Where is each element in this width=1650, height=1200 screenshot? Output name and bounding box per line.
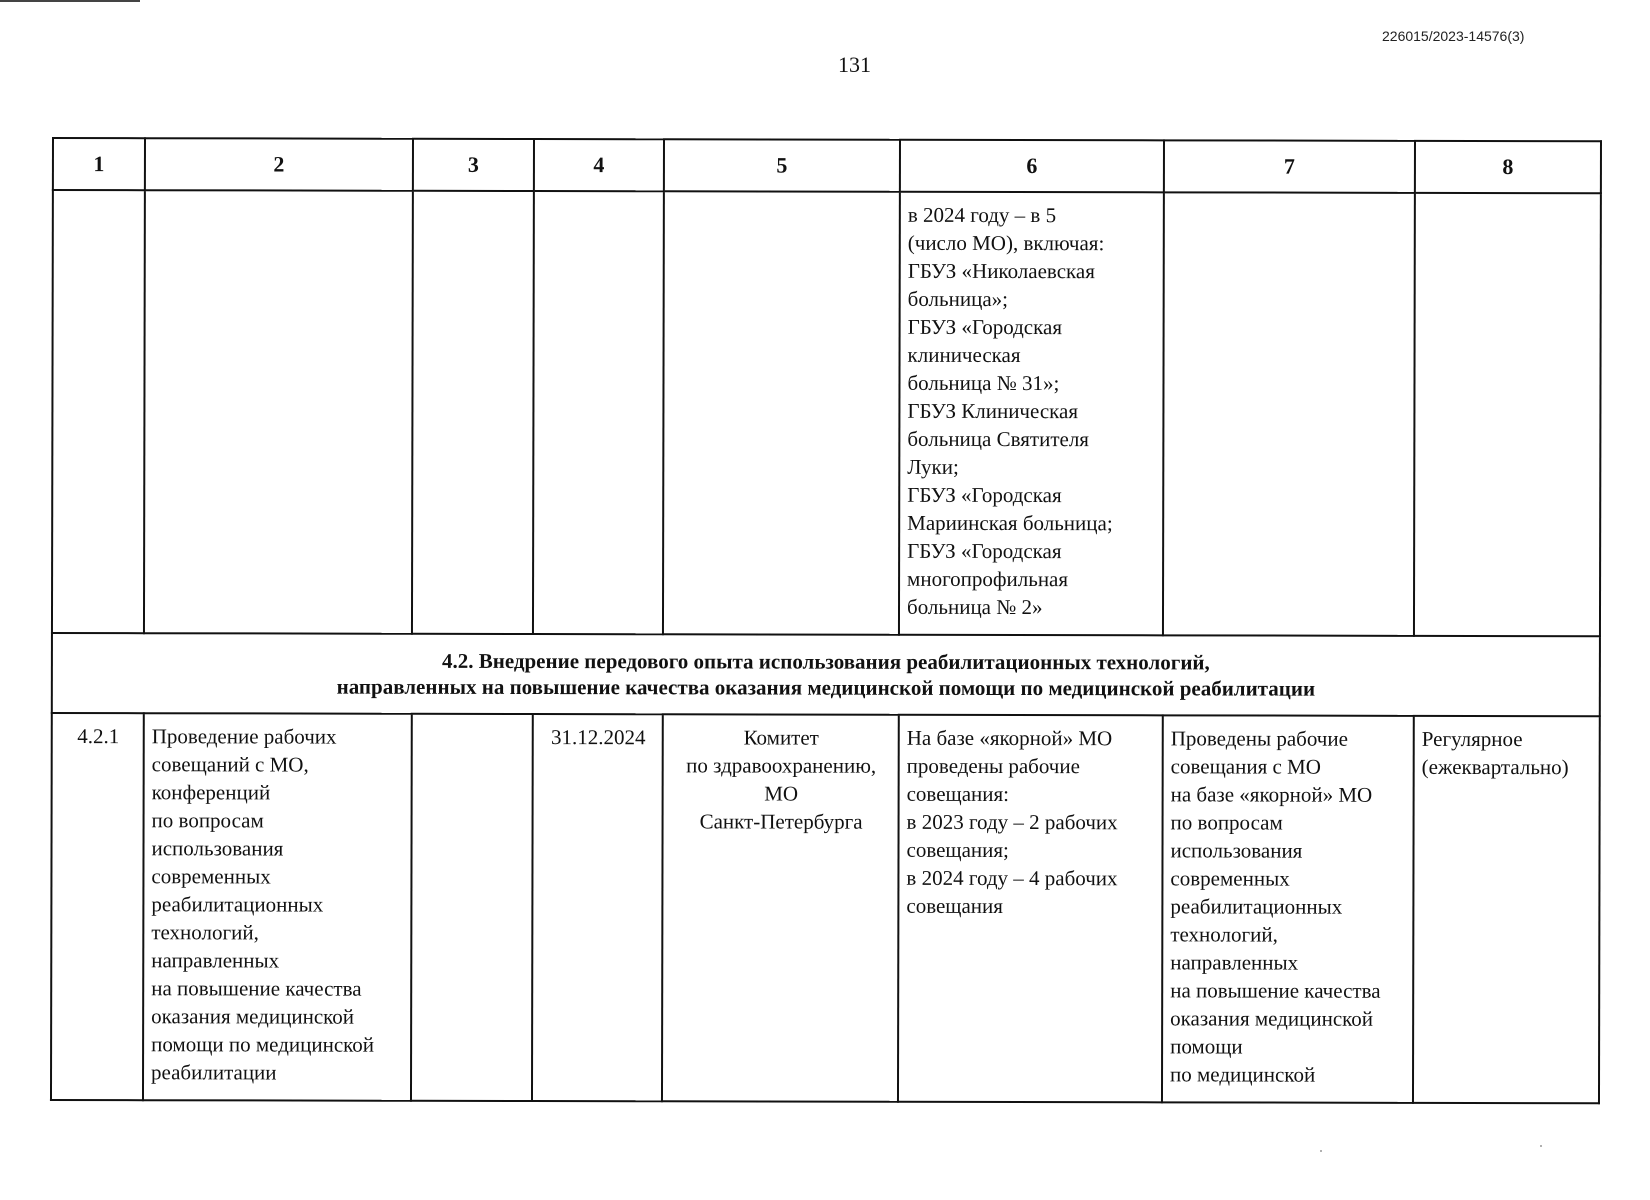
continued-indicator-text: в 2024 году – в 5 (число МО), включая: ГБУЗ «Николаевская больница»; ГБУЗ «Городская клиническая больница № 31»; ГБУЗ Клиническая больница Святителя Луки; ГБУЗ «Городская Мариинская больница; ГБУЗ «Городская многопрофильная больница № 2» xyxy=(906,202,1113,620)
table-header-row xyxy=(53,138,1601,193)
page-number: 131 xyxy=(838,52,871,77)
continuation-row xyxy=(52,190,1601,636)
page-top-line xyxy=(0,0,140,2)
scan-speck xyxy=(1320,1150,1322,1152)
column-header: 8 xyxy=(1415,141,1601,193)
table-row xyxy=(51,713,1600,1103)
plan-table xyxy=(50,137,1602,1104)
table-cell xyxy=(1162,715,1414,1103)
table-cell xyxy=(898,715,1163,1103)
column-header: 5 xyxy=(664,139,900,191)
table-cell xyxy=(533,191,664,634)
table-cell xyxy=(1413,716,1600,1103)
scan-speck xyxy=(1540,1145,1542,1147)
column-3-value xyxy=(413,715,532,727)
section-heading xyxy=(52,633,1600,716)
table-cell xyxy=(532,714,663,1101)
table-cell xyxy=(51,713,144,1100)
table-cell xyxy=(1163,192,1415,636)
deadline-date: 31.12.2024 xyxy=(550,725,646,750)
table-cell xyxy=(662,714,899,1101)
column-header: 3 xyxy=(413,139,534,191)
section-heading-line-1: 4.2. Внедрение передового опыта использования реабилитационных технологий, xyxy=(441,648,1210,675)
document-registration-number: 226015/2023-14576(3) xyxy=(1382,28,1525,44)
table-cell xyxy=(1414,193,1601,636)
expected-result: Проведены рабочие совещания с МО на базе «якорной» МО по вопросам использования современных реабилитационных технологий, направленных на повышение качества оказания медицинской помощи по медицинской xyxy=(1170,726,1381,1087)
column-header: 2 xyxy=(145,138,413,191)
column-header: 4 xyxy=(534,139,664,191)
indicator-text: На базе «якорной» МО проведены рабочие совещания: в 2023 году – 2 рабочих совещания; в 2024 году – 4 рабочих совещания xyxy=(906,725,1118,918)
table-cell xyxy=(52,190,145,633)
table-cell xyxy=(412,191,534,634)
table-cell xyxy=(663,191,900,634)
table-cell xyxy=(143,713,412,1101)
responsible-party: Комитет по здравоохранению, МО Санкт-Петербурга xyxy=(686,725,877,834)
column-header: 1 xyxy=(53,138,145,190)
activity-name: Проведение рабочих совещаний с МО, конференций по вопросам использования современных реабилитационных технологий, направленных на повышение качества оказания медицинской помощи по медицинской реабилитации xyxy=(151,724,375,1085)
section-heading-line-2: направленных на повышение качества оказания медицинской помощи по медицинской реабилитации xyxy=(336,674,1316,701)
column-header: 7 xyxy=(1164,140,1415,193)
table-cell xyxy=(144,190,413,634)
periodicity: Регулярное (ежеквартально) xyxy=(1421,726,1569,780)
table-cell xyxy=(899,192,1164,636)
column-header: 6 xyxy=(900,140,1164,193)
table-cell xyxy=(411,714,533,1101)
section-heading-row xyxy=(52,633,1600,716)
item-number: 4.2.1 xyxy=(77,724,120,749)
